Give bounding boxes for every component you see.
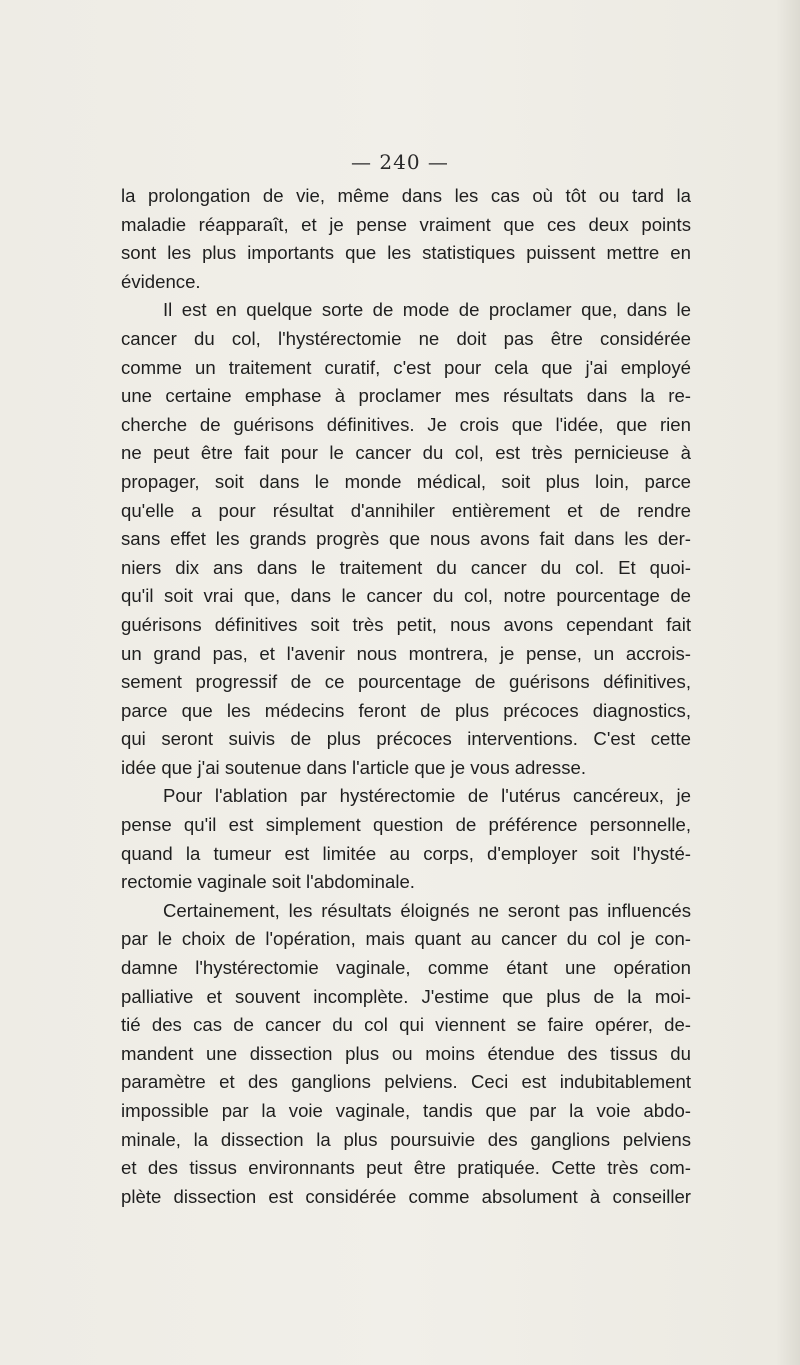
text-line: quand la tumeur est limitée au corps, d'employer soit l'hysté- bbox=[121, 842, 691, 864]
text-line: damne l'hystérectomie vaginale, comme étant une opération bbox=[121, 957, 691, 979]
paragraph bbox=[121, 782, 691, 896]
text-line: pense qu'il est simplement question de préférence personnelle, bbox=[121, 814, 691, 836]
text-line: une certaine emphase à proclamer mes résultats dans la re- bbox=[121, 385, 691, 407]
text-line: qu'il soit vrai que, dans le cancer du col, notre pourcentage de bbox=[121, 585, 691, 607]
text-line: ne peut être fait pour le cancer du col, est très pernicieuse à bbox=[121, 442, 691, 464]
text-line: qui seront suivis de plus précoces interventions. C'est cette bbox=[121, 728, 691, 750]
text-line: sans effet les grands progrès que nous avons fait dans les der- bbox=[121, 528, 691, 550]
text-line: rectomie vaginale soit l'abdominale. bbox=[121, 871, 415, 893]
text-line: sement progressif de ce pourcentage de guérisons définitives, bbox=[121, 671, 691, 693]
text-line: guérisons définitives soit très petit, nous avons cependant fait bbox=[121, 613, 691, 635]
text-line: parce que les médecins feront de plus précoces diagnostics, bbox=[121, 699, 691, 721]
text-line: paramètre et des ganglions pelviens. Ceci est indubitablement bbox=[121, 1071, 691, 1093]
text-line: sont les plus importants que les statistiques puissent mettre en bbox=[121, 242, 691, 264]
paragraph bbox=[121, 897, 691, 1212]
text-line: palliative et souvent incomplète. J'estime que plus de la moi- bbox=[121, 985, 691, 1007]
text-line: comme un traitement curatif, c'est pour cela que j'ai employé bbox=[121, 356, 691, 378]
text-line: niers dix ans dans le traitement du cancer du col. Et quoi- bbox=[121, 556, 691, 578]
paragraph bbox=[121, 296, 691, 782]
page-number: — 240 — bbox=[351, 150, 449, 174]
paragraph bbox=[121, 182, 691, 296]
text-line: Il est en quelque sorte de mode de proclamer que, dans le bbox=[163, 299, 691, 321]
text-line: Pour l'ablation par hystérectomie de l'utérus cancéreux, je bbox=[163, 785, 691, 807]
body-text bbox=[121, 182, 691, 1211]
text-line: par le choix de l'opération, mais quant au cancer du col je con- bbox=[121, 928, 691, 950]
text-line: cancer du col, l'hystérectomie ne doit pas être considérée bbox=[121, 327, 691, 349]
text-line: propager, soit dans le monde médical, soit plus loin, parce bbox=[121, 470, 691, 492]
text-line: et des tissus environnants peut être pratiquée. Cette très com- bbox=[121, 1157, 691, 1179]
text-line: maladie réapparaît, et je pense vraiment que ces deux points bbox=[121, 213, 691, 235]
text-line: évidence. bbox=[121, 270, 201, 292]
text-line: cherche de guérisons définitives. Je crois que l'idée, que rien bbox=[121, 413, 691, 435]
text-line: mandent une dissection plus ou moins étendue des tissus du bbox=[121, 1042, 691, 1064]
text-line: minale, la dissection la plus poursuivie des ganglions pelviens bbox=[121, 1128, 691, 1150]
text-line: plète dissection est considérée comme absolument à conseiller bbox=[121, 1185, 691, 1207]
text-line: impossible par la voie vaginale, tandis que par la voie abdo- bbox=[121, 1100, 691, 1121]
text-line: la prolongation de vie, même dans les cas où tôt ou tard la bbox=[121, 185, 691, 206]
text-line: Certainement, les résultats éloignés ne seront pas influencés bbox=[163, 899, 691, 921]
text-line: tié des cas de cancer du col qui viennent se faire opérer, de- bbox=[121, 1014, 691, 1036]
text-line: idée que j'ai soutenue dans l'article que je vous adresse. bbox=[121, 756, 587, 778]
text-line: qu'elle a pour résultat d'annihiler entièrement et de rendre bbox=[121, 499, 691, 521]
text-line: un grand pas, et l'avenir nous montrera, je pense, un accrois- bbox=[121, 642, 691, 664]
